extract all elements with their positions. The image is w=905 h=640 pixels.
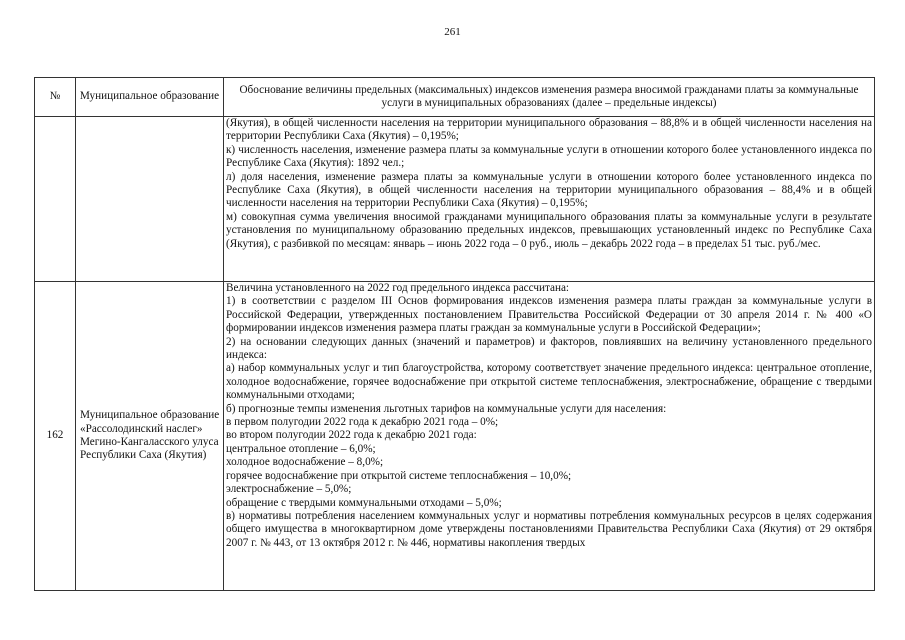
header-municipality: Муниципальное образование — [76, 78, 224, 117]
page-number: 261 — [444, 26, 461, 38]
header-justification: Обоснование величины предельных (максимальных) индексов изменения размера вносимой гражданами платы за коммунальные услуги в муниципальных образованиях (далее – предельные индексы) — [224, 78, 875, 117]
table-row — [35, 117, 875, 282]
header-number: № — [35, 78, 76, 117]
justification-paragraph: а) набор коммунальных услуг и тип благоустройства, которому соответствует значение предельного индекса: центральное отопление, холодное водоснабжение, горячее водоснабжение при открытой системе теплоснабжения, электроснабжение, обращение с твердыми коммунальными отходами; — [226, 362, 872, 402]
justification-paragraph: м) совокупная сумма увеличения вносимой гражданами муниципального образования платы за коммунальные услуги в результате установления по муниципальному образованию предельных индексов, превышающих установленный индекс по Республике Саха (Якутия), с разбивкой по месяцам: январь – июнь 2022 года – 0 руб., июль – декабрь 2022 года – в пределах 51 тыс. руб./мес. — [226, 210, 872, 250]
row-justification — [224, 282, 875, 591]
row-justification — [224, 117, 875, 282]
justification-paragraph: электроснабжение – 5,0%; — [226, 483, 352, 496]
row-municipality: Муниципальное образование «Рассолодинский наслег» Мегино-Кангаласского улуса Республики Саха (Якутия) — [76, 282, 224, 591]
justification-paragraph: (Якутия), в общей численности населения на территории муниципального образования – 88,8% и в общей численности населения на территории Республики Саха (Якутия) – 0,195%; — [226, 117, 872, 143]
row-number: 162 — [35, 282, 76, 591]
justification-paragraph: 1) в соответствии с разделом III Основ формирования индексов изменения размера платы граждан за коммунальные услуги в Российской Федерации, утвержденных постановлением Правительства Российской Федерации от 30 апреля 2014 г. № 400 «О формировании индексов изменения размера платы граждан за коммунальные услуги в Российской Федерации»; — [226, 295, 872, 335]
justification-paragraph: холодное водоснабжение – 8,0%; — [226, 456, 384, 469]
justification-paragraph: во втором полугодии 2022 года к декабрю 2021 года: — [226, 429, 477, 442]
justification-paragraph: в первом полугодии 2022 года к декабрю 2021 года – 0%; — [226, 416, 499, 429]
table-header-row — [35, 78, 875, 117]
justification-paragraph: обращение с твердыми коммунальными отходами – 5,0%; — [226, 496, 502, 509]
justification-paragraph: л) доля населения, изменение размера платы за коммунальные услуги в отношении которого более установленного индекса по Республике Саха (Якутия), в общей численности населения на территории муниципального образования – 88,4% и в общей численности населения на территории Республики Саха (Якутия) – 0,195%; — [226, 170, 872, 210]
index-justification-table — [34, 77, 875, 591]
table-row — [35, 282, 875, 591]
justification-paragraph: в) нормативы потребления населением коммунальных услуг и нормативы потребления коммунальных ресурсов в целях содержания общего имущества в многоквартирном доме утверждены постановлениями Правительства Республики Саха (Якутия) от 29 октября 2007 г. № 443, от 13 октября 2012 г. № 446, нормативы накопления твердых — [226, 509, 872, 549]
row-number — [35, 117, 76, 282]
justification-paragraph: Величина установленного на 2022 год предельного индекса рассчитана: — [226, 282, 570, 294]
justification-paragraph: горячее водоснабжение при открытой системе теплоснабжения – 10,0%; — [226, 469, 572, 482]
justification-paragraph: б) прогнозные темпы изменения льготных тарифов на коммунальные услуги для населения: — [226, 402, 667, 415]
justification-paragraph: к) численность населения, изменение размера платы за коммунальные услуги в отношении которого более установленного индекса по Республике Саха (Якутия): 1892 чел.; — [226, 143, 872, 170]
row-municipality — [76, 117, 224, 282]
justification-paragraph: центральное отопление – 6,0%; — [226, 442, 376, 455]
justification-paragraph: 2) на основании следующих данных (значений и параметров) и факторов, повлиявших на величину установленного предельного индекса: — [226, 335, 872, 362]
